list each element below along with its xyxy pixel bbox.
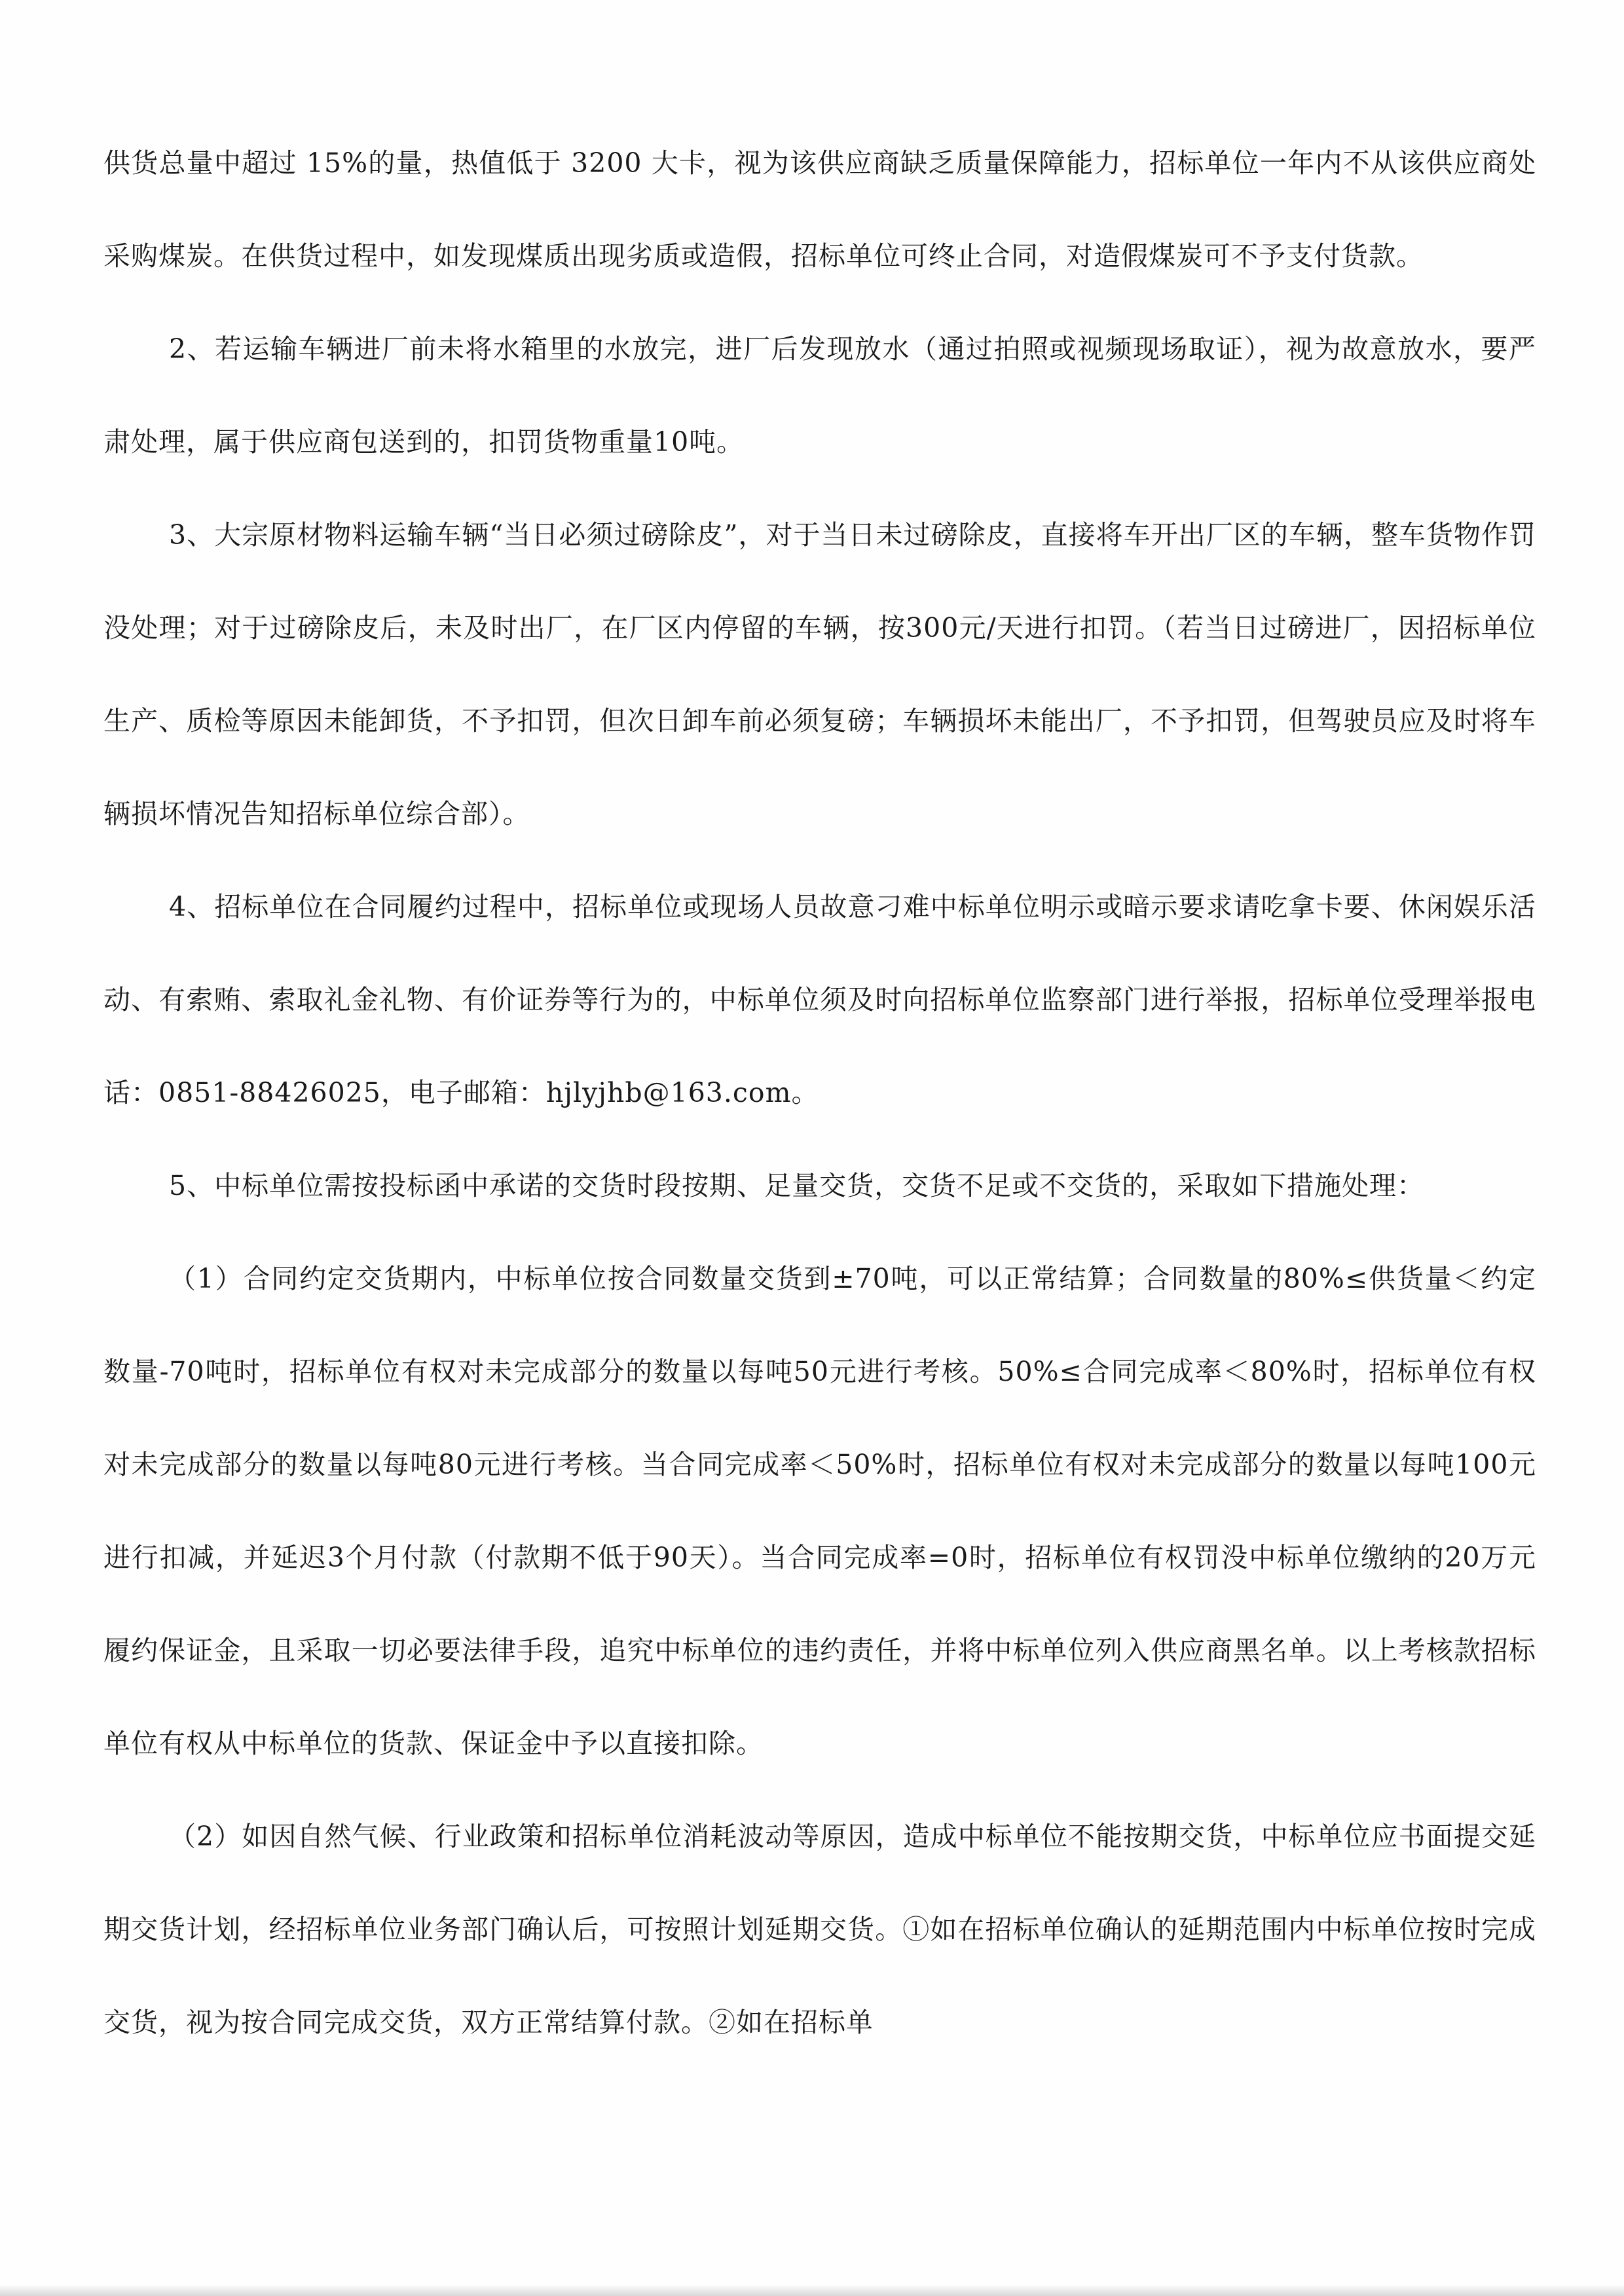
paragraph-item-2: 2、若运输车辆进厂前未将水箱里的水放完，进厂后发现放水（通过拍照或视频现场取证），视为故意放水，要严肃处理，属于供应商包送到的，扣罚货物重量10吨。 <box>103 333 1536 458</box>
paragraph-continuation: 供货总量中超过 15%的量，热值低于 3200 大卡，视为该供应商缺乏质量保障能力，招标单位一年内不从该供应商处采购煤炭。在供货过程中，如发现煤质出现劣质或造假，招标单位可终止合同，对造假煤炭可不予支付货款。 <box>103 147 1536 272</box>
paragraph-item-5: 5、中标单位需按投标函中承诺的交货时段按期、足量交货，交货不足或不交货的，采取如下措施处理： <box>169 1170 1425 1201</box>
paragraph-item-3: 3、大宗原材物料运输车辆“当日必须过磅除皮”，对于当日未过磅除皮，直接将车开出厂区的车辆，整车货物作罚没处理；对于过磅除皮后，未及时出厂，在厂区内停留的车辆，按300元/天进行扣罚。（若当日过磅进厂，因招标单位生产、质检等原因未能卸货，不予扣罚，但次日卸车前必须复磅；车辆损坏未能出厂，不予扣罚，但驾驶员应及时将车辆损坏情况告知招标单位综合部）。 <box>103 519 1536 829</box>
paragraph-subitem-2: （2）如因自然气候、行业政策和招标单位消耗波动等原因，造成中标单位不能按期交货，中标单位应书面提交延期交货计划，经招标单位业务部门确认后，可按照计划延期交货。①如在招标单位确认的延期范围内中标单位按时完成交货，视为按合同完成交货，双方正常结算付款。②如在招标单 <box>103 1821 1536 2038</box>
paragraph-subitem-1: （1）合同约定交货期内，中标单位按合同数量交货到±70吨，可以正常结算；合同数量的80%≤供货量＜约定数量-70吨时，招标单位有权对未完成部分的数量以每吨50元进行考核。50%≤合同完成率＜80%时，招标单位有权对未完成部分的数量以每吨80元进行考核。当合同完成率＜50%时，招标单位有权对未完成部分的数量以每吨100元进行扣减，并延迟3个月付款（付款期不低于90天）。当合同完成率=0时，招标单位有权罚没中标单位缴纳的20万元履约保证金，且采取一切必要法律手段，追究中标单位的违约责任，并将中标单位列入供应商黑名单。以上考核款招标单位有权从中标单位的货款、保证金中予以直接扣除。 <box>103 1263 1536 1759</box>
scan-bottom-edge <box>0 2284 1624 2296</box>
document-body <box>103 117 1536 2069</box>
paragraph-item-4: 4、招标单位在合同履约过程中，招标单位或现场人员故意刁难中标单位明示或暗示要求请吃拿卡要、休闲娱乐活动、有索贿、索取礼金礼物、有价证券等行为的，中标单位须及时向招标单位监察部门进行举报，招标单位受理举报电话：0851-88426025，电子邮箱：hjlyjhb@163.com。 <box>103 891 1536 1108</box>
